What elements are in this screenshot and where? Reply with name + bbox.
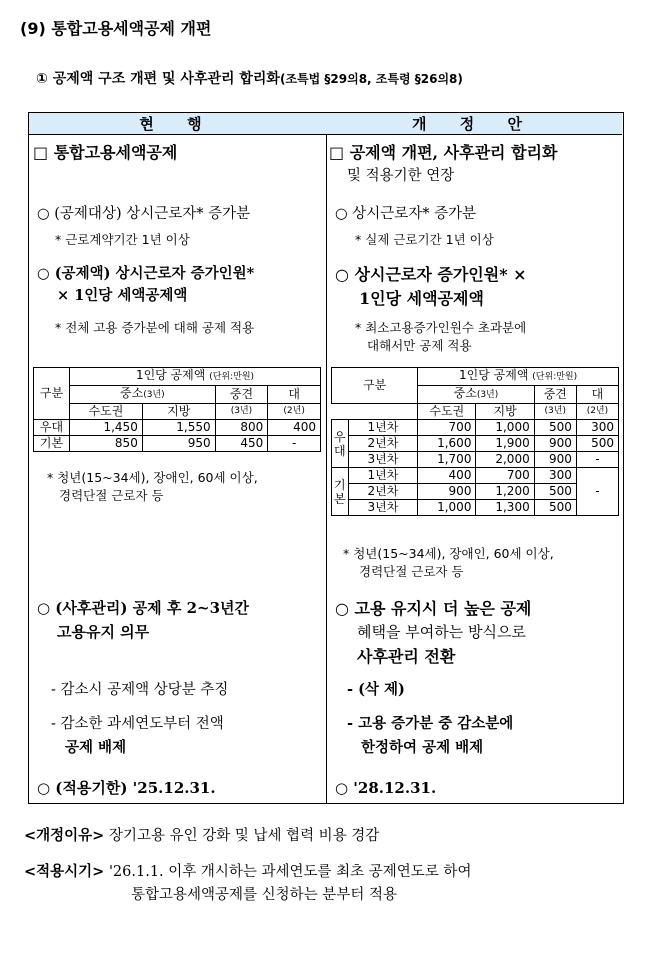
table-row [332, 436, 619, 452]
right-title-line2: 및 적용기한 연장 [347, 168, 455, 184]
cell: 1,900 [476, 436, 534, 452]
cell: - [576, 452, 618, 468]
header-current: 현 행 [29, 113, 326, 135]
when-label: <적용시기> [24, 864, 105, 880]
cell: 950 [142, 436, 215, 452]
right-item2-line2: 1인당 세액공제액 [359, 289, 484, 308]
row-label: 기본 [34, 436, 70, 452]
sub-title [36, 68, 463, 88]
table-row [332, 468, 619, 484]
reason-label: <개정이유> [24, 828, 105, 844]
left-metro: 수도권 [70, 404, 143, 420]
group-label: 기본 [332, 468, 349, 516]
sub-title-text: ① 공제액 구조 개편 및 사후관리 합리화 [36, 71, 280, 87]
cell: 500 [534, 484, 576, 500]
left-item3-line2: 고용유지 의무 [57, 623, 150, 641]
table-row [34, 420, 321, 436]
right-mid-years: (3년) [534, 404, 576, 420]
right-local: 지방 [476, 404, 534, 420]
cell: - [268, 436, 321, 452]
cell: 1,450 [70, 420, 143, 436]
left-title: □ 통합고용세액공제 [33, 143, 178, 162]
right-item1-note: * 실제 근로기간 1년 이상 [355, 232, 494, 247]
right-item2-note-1: * 최소고용증가인원수 초과분에 [355, 320, 527, 335]
cell: 900 [534, 452, 576, 468]
left-local: 지방 [142, 404, 215, 420]
left-item1-note: * 근로계약기간 1년 이상 [55, 232, 190, 247]
left-item2-line2: × 1인당 세액공제액 [57, 287, 188, 304]
right-large-years: (2년) [576, 404, 618, 420]
group-label: 우대 [332, 420, 349, 468]
right-table-note-2: 경력단절 근로자 등 [359, 564, 464, 579]
when-line2: 통합고용세액공제를 신청하는 분부터 적용 [131, 887, 397, 903]
cell: 1,000 [418, 500, 476, 516]
right-item3-line2: 혜택을 부여하는 방식으로 [357, 623, 526, 641]
reason-text: 장기고용 유인 강화 및 납세 협력 비용 경감 [108, 828, 380, 844]
left-item4: ○ (적용기한) '25.12.31. [37, 779, 216, 797]
right-dash1: - (삭 제) [347, 681, 405, 698]
right-table-note-1: * 청년(15~34세), 장애인, 60세 이상, [343, 546, 554, 561]
row-label: 우대 [34, 420, 70, 436]
cell: 400 [268, 420, 321, 436]
cell: 850 [70, 436, 143, 452]
cell: 500 [534, 500, 576, 516]
left-large-years: (2년) [268, 404, 321, 420]
cell: 300 [534, 468, 576, 484]
cell: 450 [215, 436, 268, 452]
right-item2-note-2: 대해서만 공제 적용 [367, 338, 472, 353]
right-table-head [418, 368, 619, 386]
right-item4: ○ '28.12.31. [335, 779, 437, 797]
right-item3-line3: 사후관리 전환 [357, 647, 456, 666]
right-dash2-line1: - 고용 증가분 중 감소분에 [347, 715, 514, 732]
effective-date [24, 861, 471, 907]
sub-title-ref: (조특법 §29의8, 조특령 §26의8) [279, 72, 463, 86]
left-sme [70, 386, 216, 404]
year-label: 1년차 [348, 420, 418, 436]
right-item1: ○ 상시근로자* 증가분 [335, 206, 477, 222]
comparison-table [28, 112, 624, 804]
left-sme-years: (3년) [143, 390, 165, 400]
cell: 800 [215, 420, 268, 436]
cell: 700 [418, 420, 476, 436]
table-row [332, 452, 619, 468]
right-large: 대 [576, 386, 618, 404]
right-sme-years: (3년) [476, 390, 499, 400]
cell: - [576, 468, 618, 516]
left-table-note-2: 경력단절 근로자 등 [59, 488, 164, 503]
cell: 1,300 [476, 500, 534, 516]
reason [24, 824, 379, 845]
left-sme-label: 중소 [120, 386, 144, 400]
right-head-main: 1인당 공제액 [459, 368, 529, 382]
right-rate-table [331, 367, 619, 516]
left-item1: ○ (공제대상) 상시근로자* 증가분 [37, 206, 251, 222]
cell: 1,200 [476, 484, 534, 500]
right-unit: (단위:만원) [532, 372, 578, 382]
year-label: 3년차 [348, 500, 418, 516]
right-sme-label: 중소 [453, 386, 477, 400]
left-large: 대 [268, 386, 321, 404]
right-title-line1: □ 공제액 개편, 사후관리 합리화 [329, 143, 558, 162]
right-item2-line1: ○ 상시근로자 증가인원* × [335, 265, 527, 284]
left-dash2-line2: 공제 배제 [65, 739, 127, 756]
left-table-note-1: * 청년(15~34세), 장애인, 60세 이상, [47, 470, 258, 485]
left-unit: (단위:만원) [209, 372, 255, 382]
right-item3-line1: ○ 고용 유지시 더 높은 공제 [335, 599, 532, 618]
left-dash2-line1: - 감소한 과세연도부터 전액 [51, 716, 224, 732]
cell: 1,000 [476, 420, 534, 436]
year-label: 2년차 [348, 484, 418, 500]
cell: 500 [534, 420, 576, 436]
right-dash2-line2: 한정하여 공제 배제 [361, 739, 484, 756]
right-sme [418, 386, 535, 404]
header-revised: 개 정 안 [326, 113, 622, 135]
table-row [332, 484, 619, 500]
left-dash1: - 감소시 공제액 상당분 추징 [51, 682, 229, 698]
cell: 500 [576, 436, 618, 452]
column-divider [326, 113, 327, 803]
right-blank [332, 404, 418, 420]
left-table-head [70, 368, 321, 386]
cell: 900 [534, 436, 576, 452]
cell: 1,600 [418, 436, 476, 452]
section-title: (9) 통합고용세액공제 개편 [20, 19, 212, 38]
left-item2-note: * 전체 고용 증가분에 대해 공제 적용 [55, 320, 255, 335]
cell: 300 [576, 420, 618, 436]
table-row [34, 436, 321, 452]
right-mid: 중견 [534, 386, 576, 404]
year-label: 2년차 [348, 436, 418, 452]
right-col-group: 구분 [332, 368, 418, 404]
year-label: 1년차 [348, 468, 418, 484]
table-row [332, 500, 619, 516]
when-line1: '26.1.1. 이후 개시하는 과세연도를 최초 공제연도로 하여 [108, 864, 472, 880]
cell: 2,000 [476, 452, 534, 468]
cell: 1,700 [418, 452, 476, 468]
left-item3-line1: ○ (사후관리) 공제 후 2~3년간 [37, 599, 250, 617]
year-label: 3년차 [348, 452, 418, 468]
cell: 1,550 [142, 420, 215, 436]
left-mid-years: (3년) [215, 404, 268, 420]
cell: 400 [418, 468, 476, 484]
left-rate-table [33, 367, 321, 452]
right-metro: 수도권 [418, 404, 476, 420]
left-item2-line1: ○ (공제액) 상시근로자 증가인원* [37, 265, 255, 282]
table-row [332, 420, 619, 436]
left-col-group: 구분 [34, 368, 70, 420]
left-head-main: 1인당 공제액 [135, 368, 206, 382]
cell: 900 [418, 484, 476, 500]
left-mid: 중견 [215, 386, 268, 404]
cell: 700 [476, 468, 534, 484]
